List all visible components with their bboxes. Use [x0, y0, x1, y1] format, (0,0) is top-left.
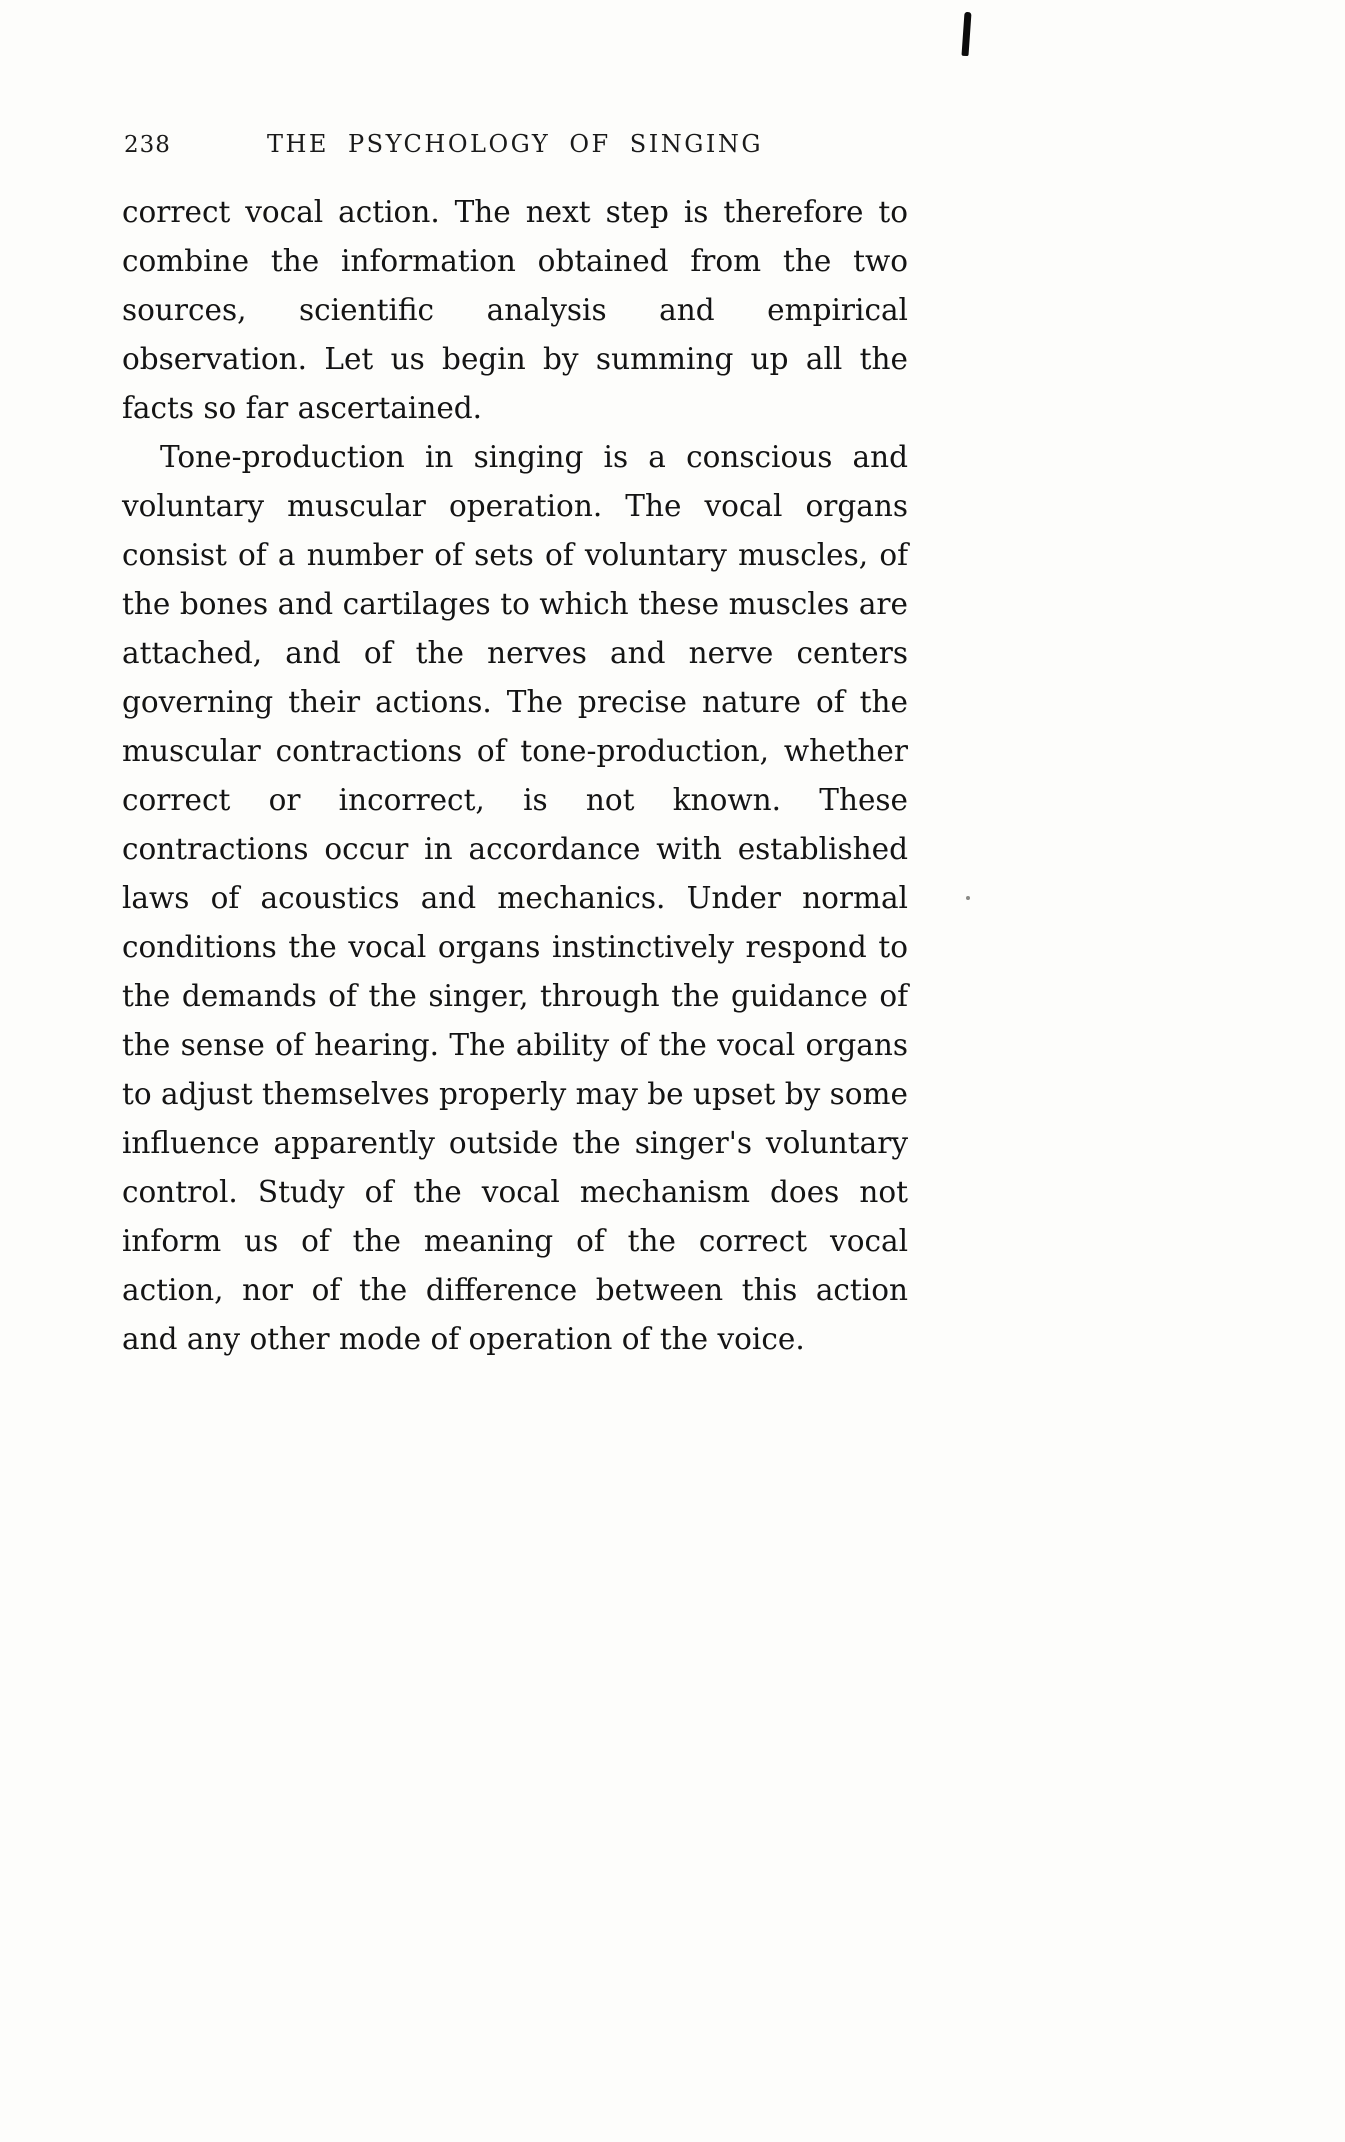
scan-artifact-mark: [961, 12, 971, 56]
paragraph-continuation: correct vocal action. The next step is therefore to combine the information obtained from the two sources, scientific analysis and empirical observation. Let us begin by summing up all the facts so far ascertained.: [122, 195, 908, 425]
running-title: THE PSYCHOLOGY OF SINGING: [266, 130, 764, 158]
body-text: [122, 188, 908, 1364]
page-header: [122, 130, 908, 164]
paragraph: Tone-production in singing is a conscious and voluntary muscular operation. The vocal organs consist of a number of sets of voluntary muscles, of the bones and cartilages to which these muscles are attached, and of the nerves and nerve centers governing their actions. The precise nature of the muscular contractions of tone-production, whether correct or incorrect, is not known. These contractions occur in accordance with established laws of acoustics and mechanics. Under normal conditions the vocal organs instinctively respond to the demands of the singer, through the guidance of the sense of hearing. The ability of the vocal organs to adjust themselves properly may be upset by some influence apparently outside the singer's voluntary control. Study of the vocal mechanism does not inform us of the meaning of the correct vocal action, nor of the difference between this action and any other mode of operation of the voice.: [122, 440, 908, 1356]
page-number: 238: [124, 132, 171, 158]
scan-speck: [966, 896, 970, 900]
